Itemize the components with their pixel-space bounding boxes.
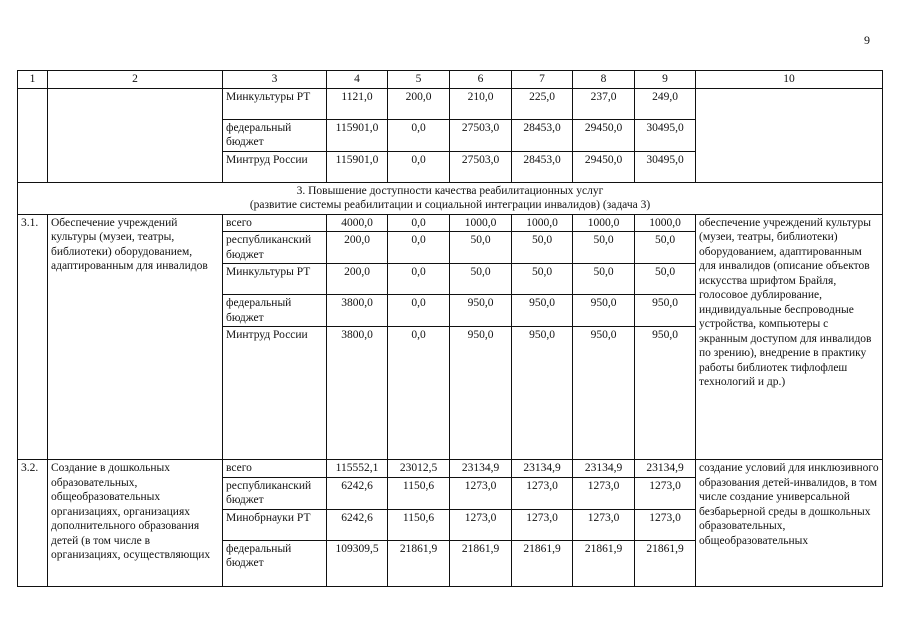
- funding-source: всего: [223, 460, 327, 478]
- item-number-cell: 3.1.: [18, 214, 48, 460]
- funding-source: всего: [223, 214, 327, 232]
- value-cell: 950,0: [573, 327, 635, 460]
- value-cell: 115552,1: [327, 460, 388, 478]
- value-cell: 23134,9: [573, 460, 635, 478]
- value-cell: 21861,9: [388, 540, 450, 586]
- table-row: [18, 460, 883, 478]
- value-cell: 6242,6: [327, 477, 388, 509]
- value-cell: 6242,6: [327, 509, 388, 540]
- value-cell: 1000,0: [635, 214, 696, 232]
- header-cell: 2: [48, 71, 223, 89]
- header-cell: 4: [327, 71, 388, 89]
- header-cell: 5: [388, 71, 450, 89]
- funding-source: республиканский бюджет: [223, 477, 327, 509]
- result-cell: создание условий для инклюзивного образования детей-инвалидов, в том числе создание универсальной безбарьерной среды в дошкольных образовательных, общеобразовательных: [696, 460, 883, 587]
- value-cell: 200,0: [327, 264, 388, 295]
- value-cell: 50,0: [512, 232, 573, 264]
- value-cell: 0,0: [388, 295, 450, 327]
- value-cell: 27503,0: [450, 151, 512, 182]
- header-cell: 1: [18, 71, 48, 89]
- value-cell: 1000,0: [573, 214, 635, 232]
- value-cell: 1150,6: [388, 509, 450, 540]
- value-cell: 200,0: [327, 232, 388, 264]
- value-cell: 0,0: [388, 327, 450, 460]
- value-cell: 21861,9: [635, 540, 696, 586]
- value-cell: 249,0: [635, 88, 696, 119]
- value-cell: 1121,0: [327, 88, 388, 119]
- value-cell: 237,0: [573, 88, 635, 119]
- value-cell: 0,0: [388, 119, 450, 151]
- value-cell: 115901,0: [327, 119, 388, 151]
- value-cell: 0,0: [388, 264, 450, 295]
- value-cell: 50,0: [573, 264, 635, 295]
- activity-cell: Создание в дошкольных образовательных, общеобразовательных организациях, организациях дополнительного образования детей (в том числе в организациях, осуществляющих: [48, 460, 223, 587]
- value-cell: 1273,0: [512, 509, 573, 540]
- value-cell: 200,0: [388, 88, 450, 119]
- funding-source: Минкультуры РТ: [223, 88, 327, 119]
- value-cell: 50,0: [635, 264, 696, 295]
- value-cell: 1273,0: [573, 477, 635, 509]
- value-cell: 3800,0: [327, 295, 388, 327]
- funding-source: федеральный бюджет: [223, 119, 327, 151]
- value-cell: 0,0: [388, 232, 450, 264]
- value-cell: 50,0: [450, 232, 512, 264]
- value-cell: 21861,9: [512, 540, 573, 586]
- value-cell: 23134,9: [450, 460, 512, 478]
- header-cell: 10: [696, 71, 883, 89]
- value-cell: 950,0: [635, 327, 696, 460]
- value-cell: 1273,0: [635, 477, 696, 509]
- value-cell: 115901,0: [327, 151, 388, 182]
- value-cell: 21861,9: [573, 540, 635, 586]
- section-title-line1: 3. Повышение доступности качества реабилитационных услуг: [296, 184, 604, 197]
- funding-source: Минтруд России: [223, 151, 327, 182]
- funding-source: Минкультуры РТ: [223, 264, 327, 295]
- value-cell: 30495,0: [635, 151, 696, 182]
- result-cell: [696, 88, 883, 182]
- value-cell: 23012,5: [388, 460, 450, 478]
- section-title-line2: (развитие системы реабилитации и социальной интеграции инвалидов) (задача 3): [249, 199, 651, 211]
- value-cell: 950,0: [450, 295, 512, 327]
- header-cell: 6: [450, 71, 512, 89]
- item-number-cell: 3.2.: [18, 460, 48, 587]
- funding-source: федеральный бюджет: [223, 295, 327, 327]
- value-cell: 1273,0: [635, 509, 696, 540]
- header-cell: 8: [573, 71, 635, 89]
- header-cell: 3: [223, 71, 327, 89]
- value-cell: 23134,9: [512, 460, 573, 478]
- page-number: 9: [864, 33, 870, 47]
- header-cell: 7: [512, 71, 573, 89]
- value-cell: 28453,0: [512, 119, 573, 151]
- value-cell: 210,0: [450, 88, 512, 119]
- item-number-cell: [18, 88, 48, 182]
- value-cell: 0,0: [388, 151, 450, 182]
- value-cell: 50,0: [512, 264, 573, 295]
- header-row: [18, 71, 883, 89]
- value-cell: 950,0: [635, 295, 696, 327]
- table-row: [18, 88, 883, 119]
- table-row: [18, 214, 883, 232]
- value-cell: 30495,0: [635, 119, 696, 151]
- value-cell: 50,0: [573, 232, 635, 264]
- funding-source: федеральный бюджет: [223, 540, 327, 586]
- value-cell: 1273,0: [573, 509, 635, 540]
- value-cell: 950,0: [450, 327, 512, 460]
- value-cell: 1150,6: [388, 477, 450, 509]
- value-cell: 4000,0: [327, 214, 388, 232]
- value-cell: 29450,0: [573, 119, 635, 151]
- value-cell: 950,0: [512, 295, 573, 327]
- value-cell: 23134,9: [635, 460, 696, 478]
- value-cell: 3800,0: [327, 327, 388, 460]
- header-cell: 9: [635, 71, 696, 89]
- value-cell: 21861,9: [450, 540, 512, 586]
- value-cell: 1000,0: [512, 214, 573, 232]
- value-cell: 1000,0: [450, 214, 512, 232]
- funding-source: республиканский бюджет: [223, 232, 327, 264]
- result-cell: обеспечение учреждений культуры (музеи, театры, библиотеки) оборудованием, адаптированным для инвалидов (описание объектов искусства шрифтом Брайля, голосовое дублирование, индивидуальные беспроводные устройства, компьютеры с экранным доступом для инвалидов по зрению), внедрение в практику работы библиотек тифлофлеш технологий и др.): [696, 214, 883, 460]
- value-cell: 1273,0: [450, 509, 512, 540]
- funding-table: [17, 70, 883, 587]
- value-cell: 27503,0: [450, 119, 512, 151]
- value-cell: 28453,0: [512, 151, 573, 182]
- value-cell: 50,0: [450, 264, 512, 295]
- section-heading-row: [18, 182, 883, 214]
- funding-source: Минтруд России: [223, 327, 327, 460]
- value-cell: 50,0: [635, 232, 696, 264]
- section-heading: [18, 182, 883, 214]
- value-cell: 950,0: [512, 327, 573, 460]
- activity-cell: Обеспечение учреждений культуры (музеи, театры, библиотеки) оборудованием, адаптированным для инвалидов: [48, 214, 223, 460]
- value-cell: 0,0: [388, 214, 450, 232]
- value-cell: 1273,0: [512, 477, 573, 509]
- value-cell: 225,0: [512, 88, 573, 119]
- value-cell: 29450,0: [573, 151, 635, 182]
- value-cell: 109309,5: [327, 540, 388, 586]
- value-cell: 950,0: [573, 295, 635, 327]
- activity-cell: [48, 88, 223, 182]
- funding-source: Минобрнауки РТ: [223, 509, 327, 540]
- value-cell: 1273,0: [450, 477, 512, 509]
